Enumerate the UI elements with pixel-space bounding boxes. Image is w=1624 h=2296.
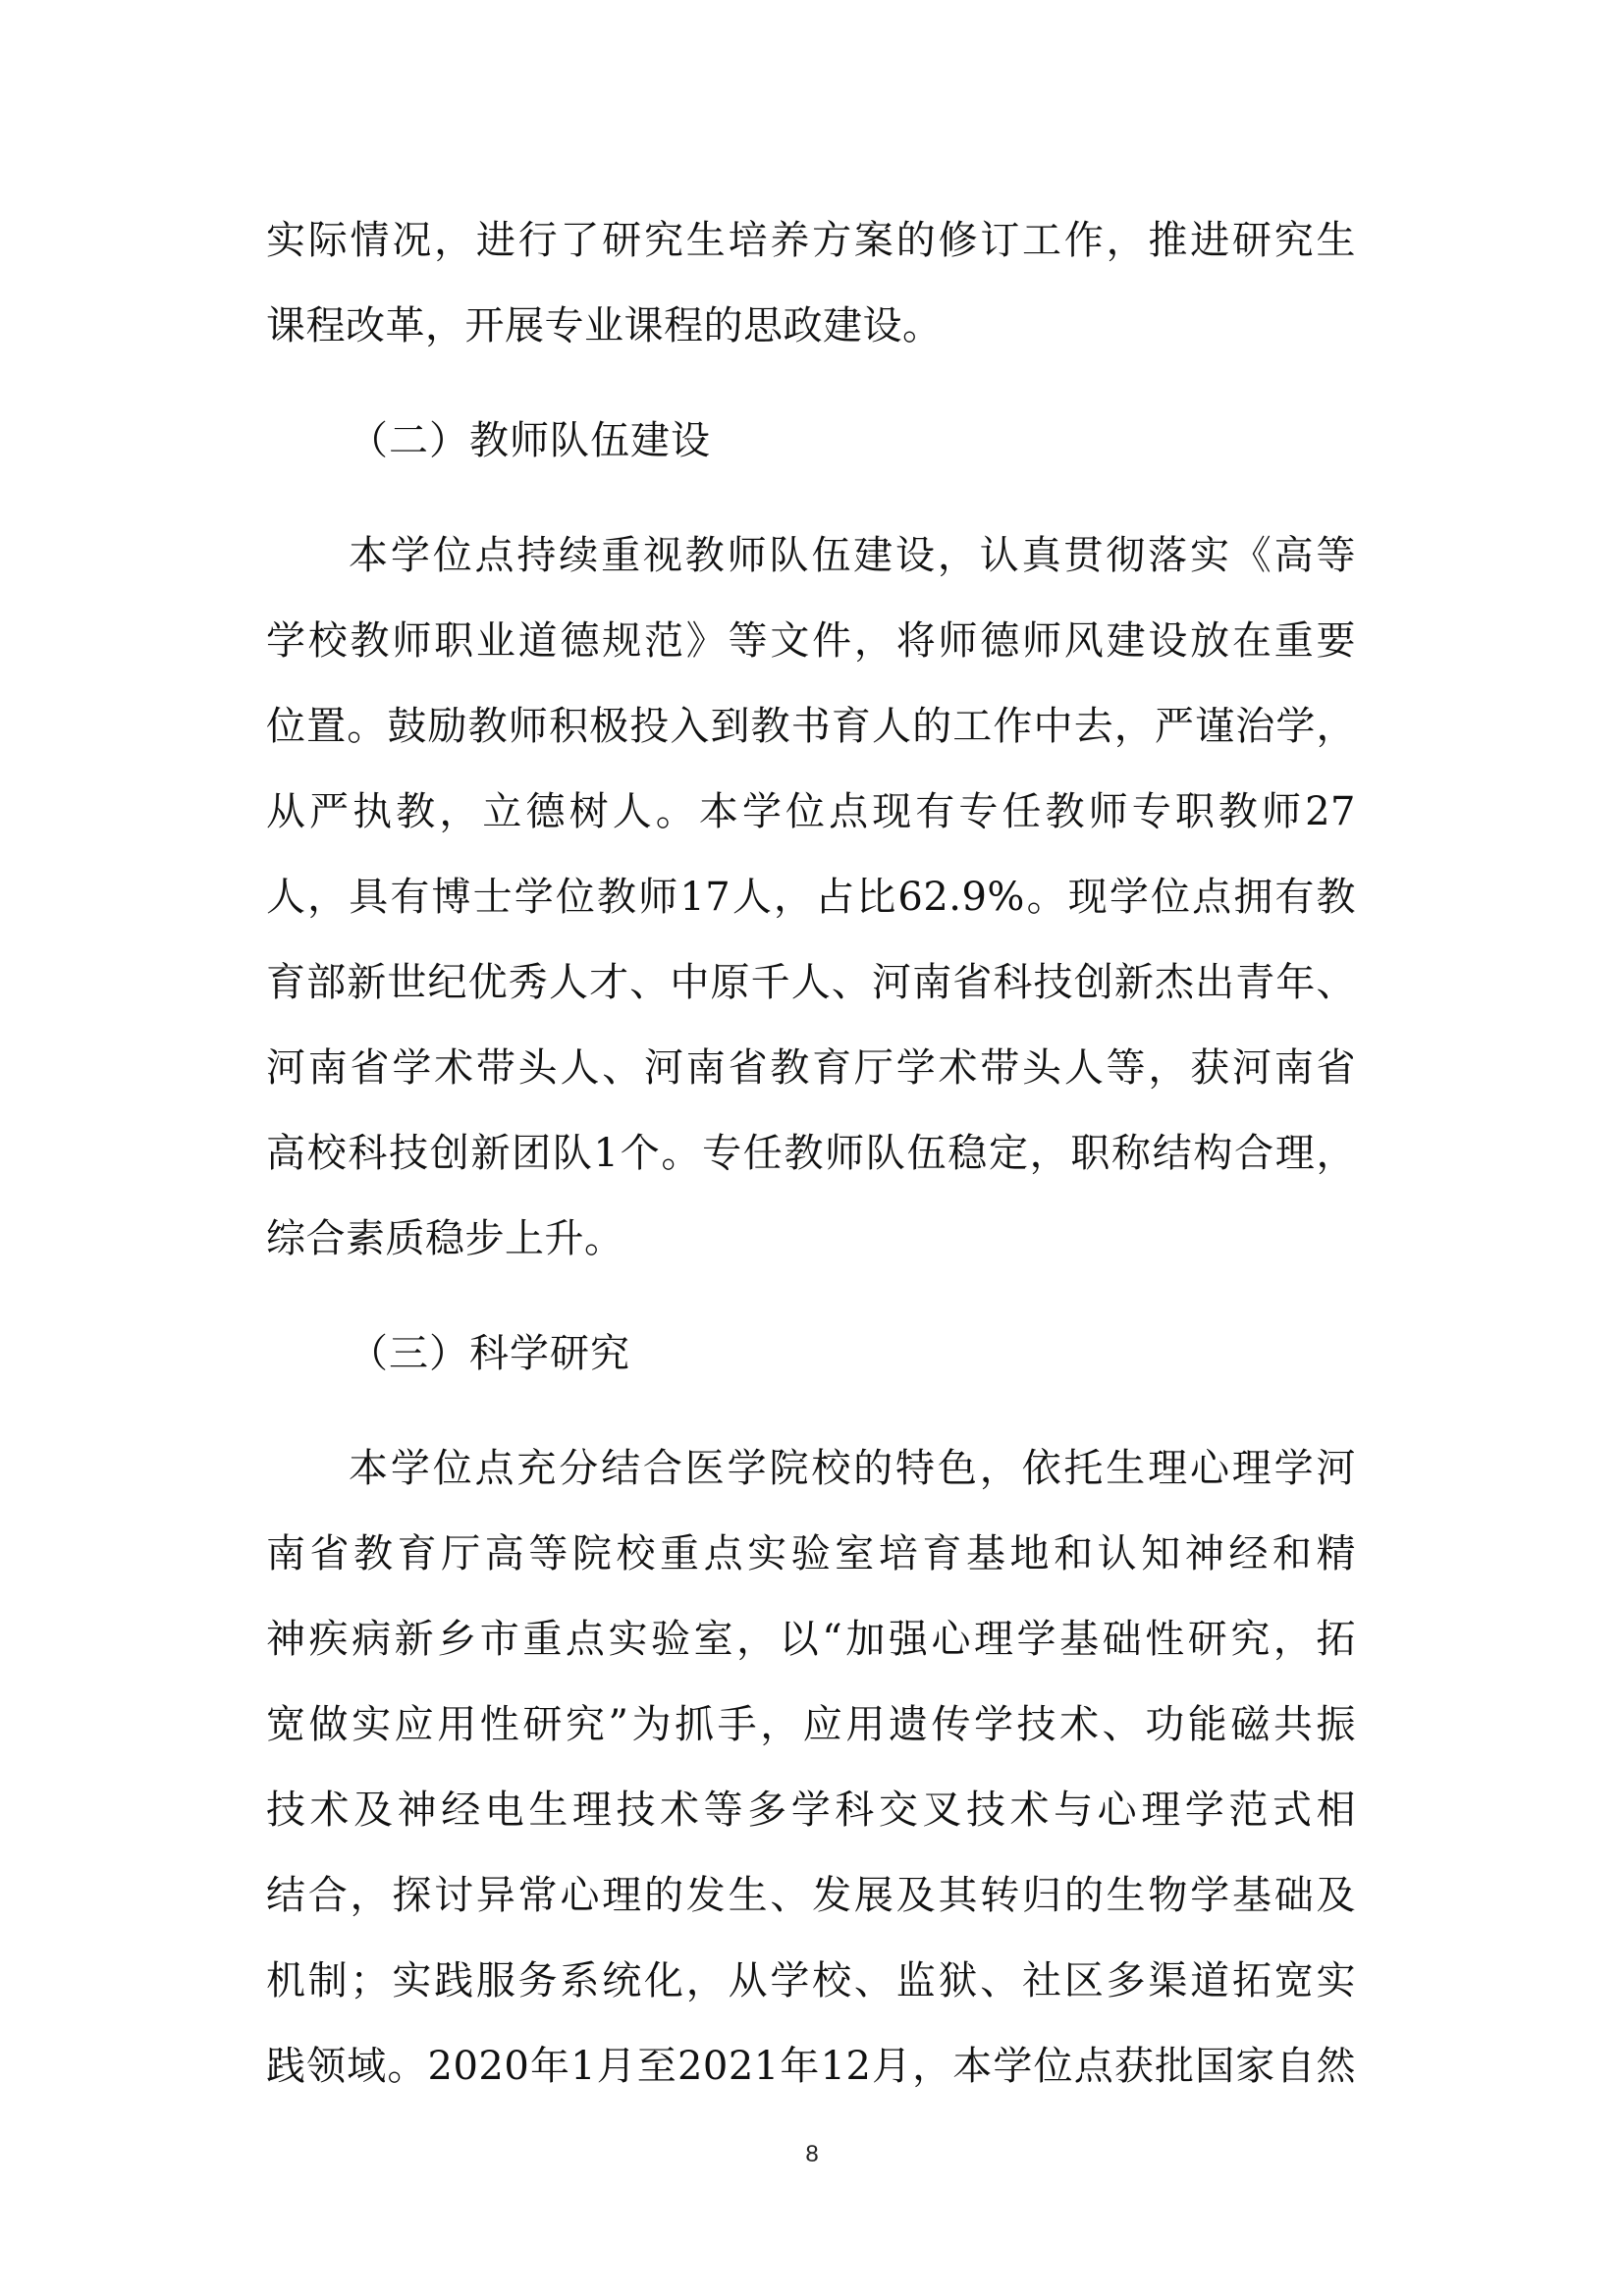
paragraph-line: 神疾病新乡市重点实验室，以“加强心理学基础性研究，拓 (266, 1617, 1356, 1662)
paragraph-line: 人，具有博士学位教师17人，占比62.9%。现学位点拥有教 (266, 875, 1356, 920)
paragraph-line: 位置。鼓励教师积极投入到教书育人的工作中去，严谨治学， (266, 704, 1356, 749)
page-number: 8 (805, 2141, 819, 2167)
paragraph-line: 从严执教，立德树人。本学位点现有专任教师专职教师27 (266, 789, 1356, 834)
paragraph-line: 机制；实践服务系统化，从学校、监狱、社区多渠道拓宽实 (266, 1958, 1356, 2003)
paragraph-line: 本学位点持续重视教师队伍建设，认真贯彻落实《高等 (349, 533, 1356, 578)
paragraph-line: 实际情况，进行了研究生培养方案的修订工作，推进研究生 (266, 218, 1356, 263)
paragraph-line: 学校教师职业道德规范》等文件，将师德师风建设放在重要 (266, 618, 1356, 664)
paragraph-line: 综合素质稳步上升。 (266, 1216, 624, 1261)
section-heading: （三）科学研究 (349, 1331, 630, 1376)
paragraph-line: 南省教育厅高等院校重点实验室培育基地和认知神经和精 (266, 1531, 1356, 1576)
paragraph-line: 践领域。2020年1月至2021年12月，本学位点获批国家自然 (266, 2044, 1356, 2089)
paragraph-line: 高校科技创新团队1个。专任教师队伍稳定，职称结构合理， (266, 1131, 1356, 1176)
paragraph-line: 结合，探讨异常心理的发生、发展及其转归的生物学基础及 (266, 1873, 1356, 1918)
paragraph-line: 宽做实应用性研究”为抓手，应用遗传学技术、功能磁共振 (266, 1702, 1356, 1747)
paragraph-line: 本学位点充分结合医学院校的特色，依托生理心理学河 (349, 1446, 1356, 1491)
section-heading: （二）教师队伍建设 (349, 418, 711, 463)
paragraph-line: 技术及神经电生理技术等多学科交叉技术与心理学范式相 (266, 1788, 1356, 1833)
paragraph-line: 课程改革，开展专业课程的思政建设。 (266, 303, 943, 348)
paragraph-line: 河南省学术带头人、河南省教育厅学术带头人等，获河南省 (266, 1045, 1356, 1091)
paragraph-line: 育部新世纪优秀人才、中原千人、河南省科技创新杰出青年、 (266, 960, 1356, 1005)
